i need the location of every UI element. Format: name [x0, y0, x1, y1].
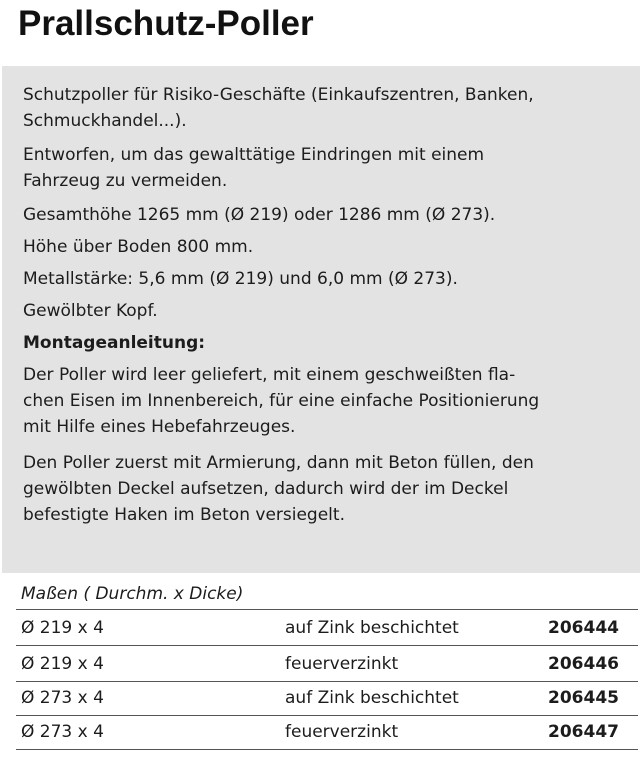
table-rule: [16, 681, 638, 682]
row-article-number: 206445: [548, 688, 619, 708]
table-rule: [16, 749, 638, 750]
description-paragraph: Gewölbter Kopf.: [23, 301, 158, 321]
row-finish: feuerverzinkt: [285, 722, 399, 742]
row-article-number: 206447: [548, 722, 619, 742]
description-panel: [2, 66, 640, 573]
table-rule: [16, 715, 638, 716]
description-paragraph: Entworfen, um das gewalttätige Eindringen mit einem Fahrzeug zu vermeiden.: [23, 145, 485, 191]
table-row: [21, 654, 619, 678]
table-rule: [16, 645, 638, 646]
table-row: [21, 688, 619, 712]
table-rule: [16, 609, 638, 610]
dimensions-heading: Maßen ( Durchm. x Dicke): [21, 584, 244, 604]
mounting-paragraph: Der Poller wird leer geliefert, mit einem geschweißten fla- chen Eisen im Innenbereich, für eine einfache Positionierung mit Hilfe eines Hebefahrzeuges.: [23, 365, 540, 437]
row-finish: feuerverzinkt: [285, 654, 399, 674]
row-article-number: 206444: [548, 618, 619, 638]
row-finish: auf Zink beschichtet: [285, 618, 459, 638]
page-title: Prallschutz-Poller: [18, 4, 314, 43]
row-article-number: 206446: [548, 654, 619, 674]
table-row: [21, 618, 619, 642]
description-paragraph: Schutzpoller für Risiko-Geschäfte (Einkaufszentren, Banken, Schmuckhandel...).: [23, 85, 534, 131]
table-row: [21, 722, 619, 746]
row-finish: auf Zink beschichtet: [285, 688, 459, 708]
mounting-paragraph: Den Poller zuerst mit Armierung, dann mit Beton füllen, den gewölbten Deckel aufsetzen, dadurch wird der im Deckel befestigte Haken im Beton versiegelt.: [23, 453, 534, 525]
mounting-heading: Montageanleitung:: [23, 333, 206, 353]
row-size: Ø 273 x 4: [21, 722, 104, 742]
row-size: Ø 219 x 4: [21, 654, 104, 674]
description-paragraph: Gesamthöhe 1265 mm (Ø 219) oder 1286 mm (Ø 273).: [23, 205, 496, 225]
row-size: Ø 273 x 4: [21, 688, 104, 708]
description-paragraph: Höhe über Boden 800 mm.: [23, 237, 254, 257]
description-paragraph: Metallstärke: 5,6 mm (Ø 219) und 6,0 mm (Ø 273).: [23, 269, 458, 289]
row-size: Ø 219 x 4: [21, 618, 104, 638]
